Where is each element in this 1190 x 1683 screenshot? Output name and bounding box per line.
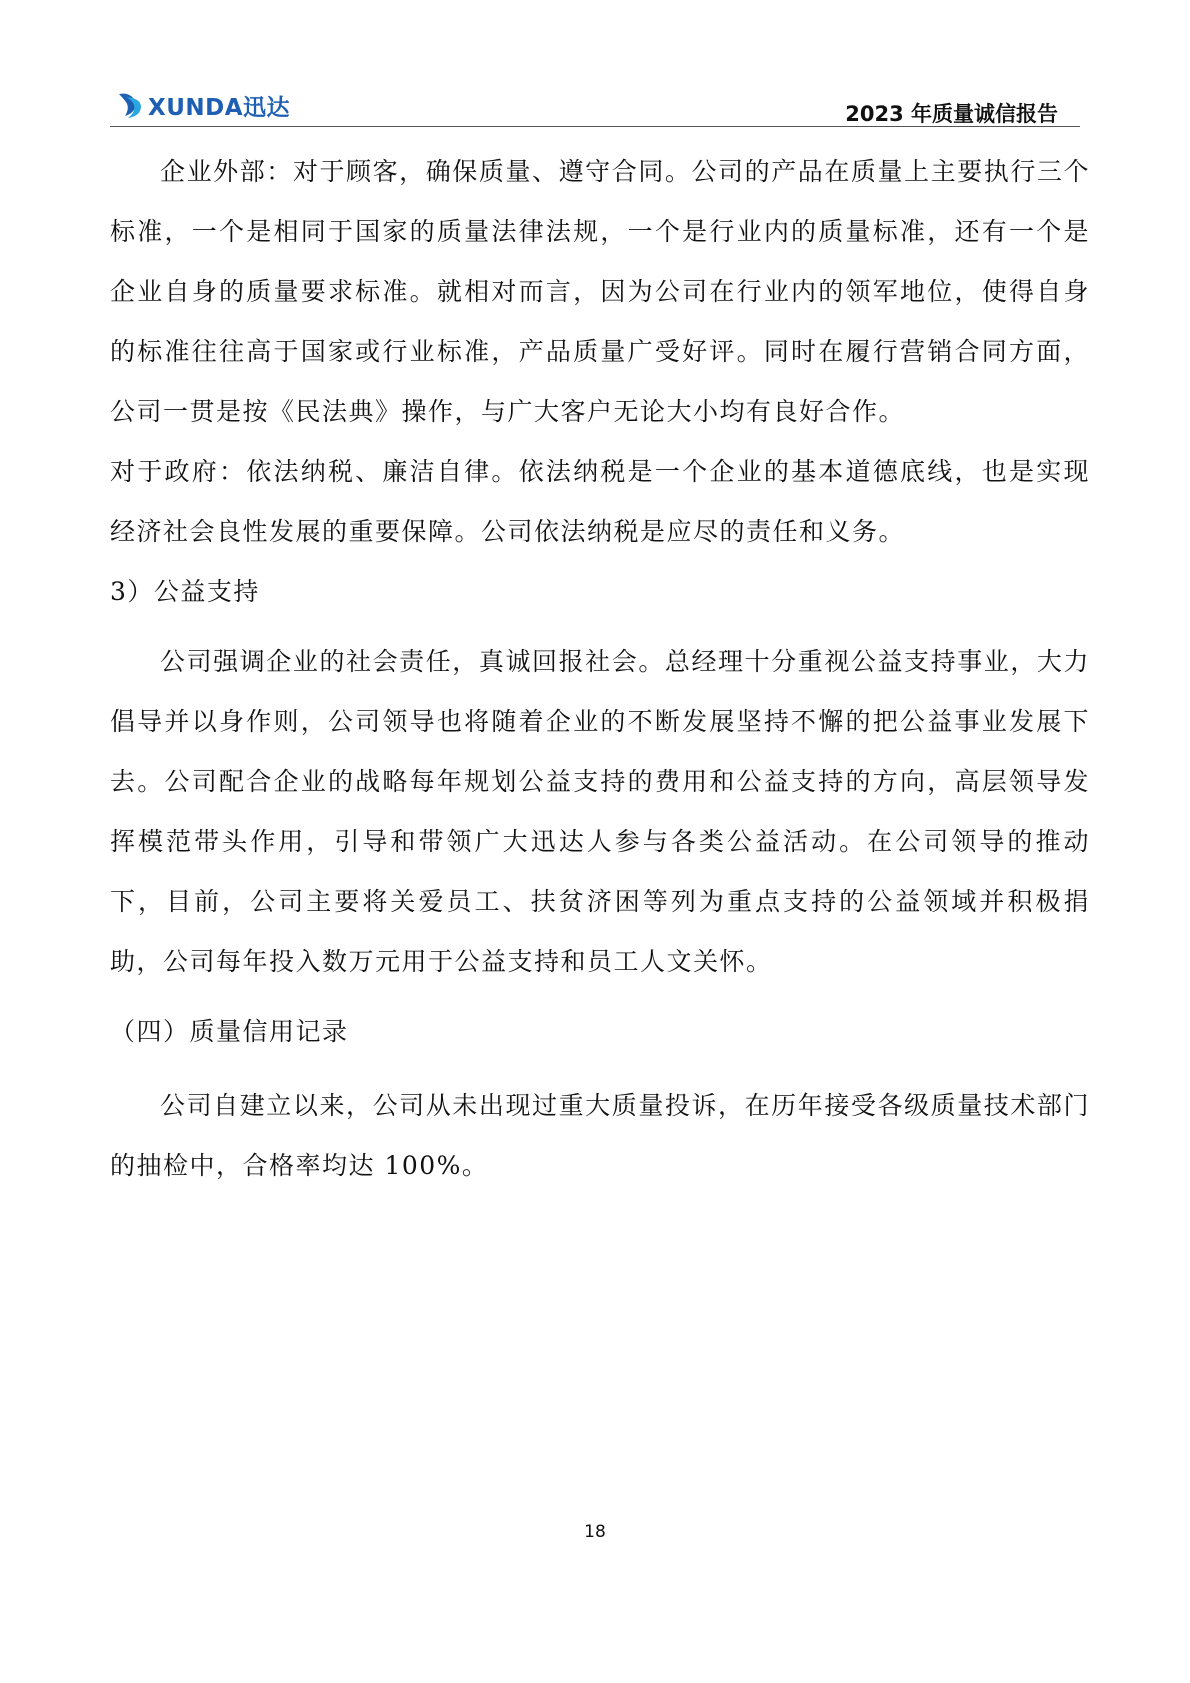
page-number: 18: [584, 1522, 606, 1542]
page-header: [110, 82, 1080, 128]
paragraph-government: 对于政府：依法纳税、廉洁自律。依法纳税是一个企业的基本道德底线，也是实现经济社会良性发展的重要保障。公司依法纳税是应尽的责任和义务。: [110, 457, 1090, 546]
header-divider: [110, 126, 1080, 127]
company-logo: [114, 90, 290, 120]
page-body: [110, 142, 1090, 1196]
logo-text: XUNDA迅达: [148, 94, 291, 121]
paragraph-public-welfare: 公司强调企业的社会责任，真诚回报社会。总经理十分重视公益支持事业，大力倡导并以身作则，公司领导也将随着企业的不断发展坚持不懈的把公益事业发展下去。公司配合企业的战略每年规划公益支持的费用和公益支持的方向，高层领导发挥模范带头作用，引导和带领广大迅达人参与各类公益活动。在公司领导的推动下，目前，公司主要将关爱员工、扶贫济困等列为重点支持的公益领域并积极捐助，公司每年投入数万元用于公益支持和员工人文关怀。: [110, 647, 1090, 976]
section-heading-public-welfare: 3）公益支持: [110, 577, 260, 606]
paragraph-external-enterprise: 企业外部：对于顾客，确保质量、遵守合同。公司的产品在质量上主要执行三个标准，一个是相同于国家的质量法律法规，一个是行业内的质量标准，还有一个是企业自身的质量要求标准。就相对而言，因为公司在行业内的领军地位，使得自身的标准往往高于国家或行业标准，产品质量广受好评。同时在履行营销合同方面，公司一贯是按《民法典》操作，与广大客户无论大小均有良好合作。: [110, 157, 1090, 426]
report-title: 2023 年质量诚信报告: [845, 102, 1058, 126]
section-heading-quality-credit: （四）质量信用记录: [110, 1017, 349, 1046]
paragraph-quality-credit: 公司自建立以来，公司从未出现过重大质量投诉，在历年接受各级质量技术部门的抽检中，合格率均达 100%。: [110, 1091, 1090, 1180]
xunda-logo-icon: [114, 91, 144, 119]
